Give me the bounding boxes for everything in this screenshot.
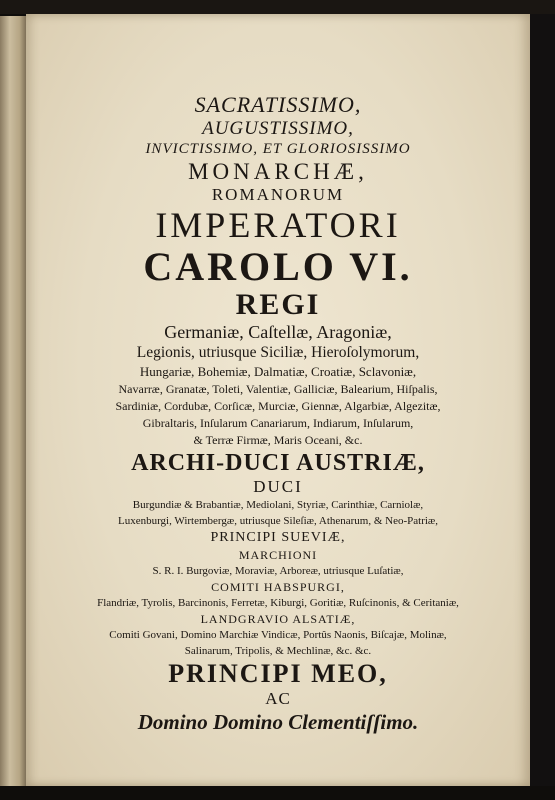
line-24: Flandriæ, Tyrolis, Barcinonis, Ferretæ, Kiburgi, Goritiæ, Ruſcinonis, & Ceritaniæ, — [97, 597, 459, 609]
line-3: INVICTISSIMO, ET GLORIOSISSIMO — [145, 141, 411, 157]
line-29: AC — [265, 689, 291, 708]
line-22: S. R. I. Burgoviæ, Moraviæ, Arboreæ, utriusque Luſatiæ, — [152, 565, 404, 577]
line-17: DUCI — [253, 477, 303, 496]
book-page — [26, 14, 530, 786]
line-2: AUGUSTISSIMO, — [202, 118, 354, 139]
line-1: SACRATISSIMO, — [194, 92, 362, 117]
line-10: Legionis, utriusque Siciliæ, Hieroſolymorum, — [136, 344, 420, 361]
line-8: REGI — [235, 288, 321, 321]
line-12: Navarræ, Granatæ, Toleti, Valentiæ, Galliciæ, Balearium, Hiſpalis, — [118, 382, 438, 396]
line-30: Domino Domino Clementiſſimo. — [137, 710, 419, 734]
line-7: CAROLO VI. — [143, 244, 413, 289]
line-14: Gibraltaris, Inſularum Canariarum, Indiarum, Inſularum, — [142, 416, 414, 430]
book-spine — [0, 16, 29, 786]
right-edge — [530, 14, 555, 786]
line-18: Burgundiæ & Brabantiæ, Mediolani, Styriæ, Carinthiæ, Carniolæ, — [132, 499, 424, 511]
line-13: Sardiniæ, Cordubæ, Corſicæ, Murciæ, Giennæ, Algarbiæ, Algezitæ, — [115, 399, 441, 413]
line-19: Luxenburgi, Wirtembergæ, utriusque Sileſiæ, Athenarum, & Neo-Patriæ, — [117, 515, 439, 527]
line-15: & Terræ Firmæ, Maris Oceani, &c. — [193, 433, 363, 447]
line-9: Germaniæ, Caſtellæ, Aragoniæ, — [164, 322, 392, 342]
line-26: Comiti Govani, Domino Marchiæ Vindicæ, Portûs Naonis, Biſcajæ, Molinæ, — [109, 629, 447, 641]
top-shadow — [0, 0, 555, 14]
line-11: Hungariæ, Bohemiæ, Dalmatiæ, Croatiæ, Sclavoniæ, — [139, 364, 417, 379]
line-5: ROMANORUM — [211, 185, 345, 204]
line-20: PRINCIPI SUEVIÆ, — [210, 530, 346, 545]
line-28: PRINCIPI MEO, — [168, 659, 388, 688]
line-16: ARCHI-DUCI AUSTRIÆ, — [131, 450, 425, 476]
line-27: Salinarum, Tripolis, & Mechlinæ, &c. &c. — [184, 645, 372, 657]
line-23: COMITI HABSPURGI, — [211, 580, 345, 594]
line-6: IMPERATORI — [155, 205, 401, 245]
line-25: LANDGRAVIO ALSATIÆ, — [200, 612, 356, 626]
dedication-text — [26, 92, 530, 735]
line-4: MONARCHÆ, — [188, 159, 368, 184]
line-21: MARCHIONI — [238, 548, 318, 562]
